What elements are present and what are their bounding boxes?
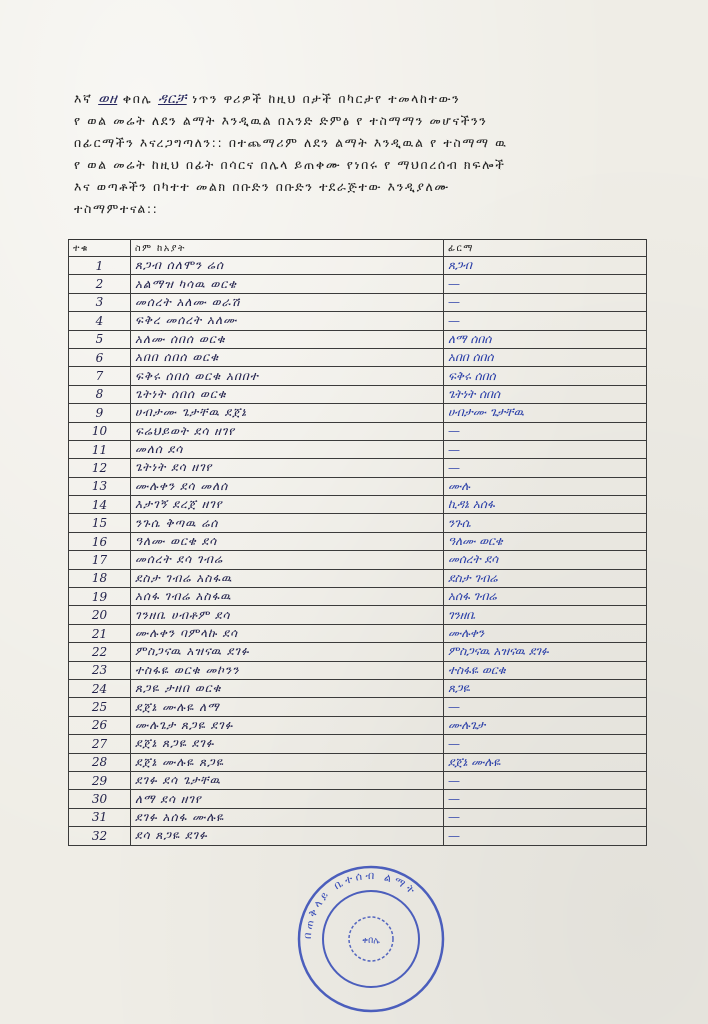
row-name: ገንዘቤ ሀብቶም ደሳ [131, 606, 444, 624]
table-row [69, 293, 647, 311]
row-name: ዓለሙ ወርቄ ደሳ [131, 532, 444, 550]
row-signature: ጌትነት ሰበሰ [444, 385, 647, 403]
row-number: 28 [69, 753, 131, 771]
row-name: ደጀኔ ሙሉዬ ለማ [131, 698, 444, 716]
row-signature: ደስታ ገብሬ [444, 569, 647, 587]
row-signature: ገንዘቤ [444, 606, 647, 624]
table-row [69, 477, 647, 495]
row-number: 10 [69, 422, 131, 440]
stamp-inner-text: ቀበሌ [362, 936, 380, 946]
table-row [69, 551, 647, 569]
table-row [69, 698, 647, 716]
row-signature: ምስጋናዉ አዝናዉ ደገፉ [444, 643, 647, 661]
row-name: ጌትነት ሰበሰ ወርቁ [131, 385, 444, 403]
intro-line-4: የ ወል መሬት ከዚህ በፊት በሳርና በሌላ ይጠቀሙ የነበሩ የ ማህበረሰብ ክፍሎች [74, 157, 506, 172]
row-name: ተስፋዬ ወርቁ መኮንን [131, 661, 444, 679]
row-number: 14 [69, 496, 131, 514]
row-signature: ተስፋዬ ወርቁ [444, 661, 647, 679]
row-number: 9 [69, 404, 131, 422]
row-number: 22 [69, 643, 131, 661]
row-signature: ዓለሙ ወርቄ [444, 532, 647, 550]
row-signature: አበበ ሰበሰ [444, 348, 647, 366]
row-number: 5 [69, 330, 131, 348]
row-number: 20 [69, 606, 131, 624]
row-number: 12 [69, 459, 131, 477]
row-signature: ሙሉቀን [444, 624, 647, 642]
table-row [69, 496, 647, 514]
row-name: ፍቅረ መሰረት አለሙ [131, 312, 444, 330]
stamp-outer-text: በጠቅላይ ቤተሰብ ልማት [300, 868, 420, 940]
row-number: 13 [69, 477, 131, 495]
table-row [69, 569, 647, 587]
row-name: አልማዝ ካሳዉ ወርቄ [131, 275, 444, 293]
row-number: 24 [69, 679, 131, 697]
row-number: 21 [69, 624, 131, 642]
row-signature: ኪዳኔ አሰፋ [444, 496, 647, 514]
row-name: ጸጋብ ሰለሞን ሬሰ [131, 257, 444, 275]
row-number: 30 [69, 790, 131, 808]
row-number: 19 [69, 588, 131, 606]
row-number: 15 [69, 514, 131, 532]
intro-mid: ቀበሌ [122, 91, 153, 106]
row-number: 25 [69, 698, 131, 716]
row-name: ሀብታሙ ጌታቸዉ ደጀኔ [131, 404, 444, 422]
row-name: ሙሉቀን ደሳ መለሰ [131, 477, 444, 495]
row-name: መሰረት አለሙ ወራሽ [131, 293, 444, 311]
row-signature: — [444, 790, 647, 808]
header-signature: ፊርማ [444, 240, 647, 257]
row-signature: — [444, 275, 647, 293]
row-name: ጸጋዬ ታዘበ ወርቁ [131, 679, 444, 697]
row-number: 4 [69, 312, 131, 330]
table-row [69, 257, 647, 275]
row-signature: — [444, 771, 647, 789]
row-signature: — [444, 827, 647, 845]
row-name: ፍሬህይወት ደሳ ዘገየ [131, 422, 444, 440]
row-signature: ጸጋብ [444, 257, 647, 275]
row-name: ደስታ ገብሬ አስፋዉ [131, 569, 444, 587]
row-signature: — [444, 698, 647, 716]
row-number: 1 [69, 257, 131, 275]
row-signature: — [444, 808, 647, 826]
row-number: 17 [69, 551, 131, 569]
table-row [69, 422, 647, 440]
table-row [69, 404, 647, 422]
intro-prefix: እኛ [74, 91, 93, 106]
table-row [69, 643, 647, 661]
row-name: ምስጋናዉ አዝናዉ ደገፉ [131, 643, 444, 661]
intro-line-1 [74, 88, 634, 110]
row-signature: — [444, 422, 647, 440]
row-signature: ሀብታሙ ጌታቸዉ [444, 404, 647, 422]
header-name: ስም ከአያት [131, 240, 444, 257]
table-row [69, 275, 647, 293]
row-name: ደሳ ጸጋዬ ደገፉ [131, 827, 444, 845]
row-signature: ደጀኔ ሙሉዬ [444, 753, 647, 771]
intro-line-6: ተስማምተናል:: [74, 201, 159, 216]
intro-paragraph [74, 88, 634, 220]
table-row [69, 808, 647, 826]
row-number: 11 [69, 440, 131, 458]
row-number: 31 [69, 808, 131, 826]
table-row [69, 661, 647, 679]
row-name: እታገኝ ደረጀ ዘገየ [131, 496, 444, 514]
row-name: ጌትነት ደሳ ዘገየ [131, 459, 444, 477]
intro-rest: ነጥን ዋሪዎች ከዚህ በታች በካርታየ ተመላከተውን [192, 91, 461, 106]
row-number: 2 [69, 275, 131, 293]
row-number: 6 [69, 348, 131, 366]
intro-line-5: እና ወጣቶችን በካተተ መልክ በቡድን በቡድን ተደራጅተው እንዲያለሙ [74, 179, 450, 194]
row-name: መሰረት ደሳ ገብሬ [131, 551, 444, 569]
intro-line-2: የ ወል መሬት ለደን ልማት እንዲዉል በአንድ ድምፅ የ ተስማማን መሆናችንን [74, 113, 488, 128]
row-number: 27 [69, 735, 131, 753]
table-row [69, 827, 647, 845]
row-signature: ጸጋዬ [444, 679, 647, 697]
row-signature: — [444, 459, 647, 477]
row-number: 18 [69, 569, 131, 587]
handwritten-fill-1: ወዘ [98, 91, 118, 107]
table-row [69, 348, 647, 366]
row-name: ሙሉጌታ ጸጋዬ ደገፉ [131, 716, 444, 734]
row-number: 8 [69, 385, 131, 403]
table-row [69, 753, 647, 771]
table-row [69, 606, 647, 624]
table-row [69, 588, 647, 606]
row-name: አበበ ሰበሰ ወርቁ [131, 348, 444, 366]
attendance-table [68, 239, 647, 846]
table-row [69, 679, 647, 697]
row-name: ደጀኔ ሙሉዬ ጸጋዬ [131, 753, 444, 771]
row-signature: — [444, 312, 647, 330]
row-signature: ለማ ሰበሰ [444, 330, 647, 348]
table-row [69, 514, 647, 532]
table-row [69, 790, 647, 808]
row-name: አለሙ ሰበሰ ወርቁ [131, 330, 444, 348]
row-signature: — [444, 293, 647, 311]
table-header-row [69, 240, 647, 257]
row-name: ለማ ደሳ ዘገየ [131, 790, 444, 808]
table-row [69, 385, 647, 403]
official-stamp [296, 864, 446, 1014]
row-number: 16 [69, 532, 131, 550]
row-number: 32 [69, 827, 131, 845]
table-row [69, 459, 647, 477]
row-signature: — [444, 440, 647, 458]
intro-line-3: በፊርማችን እናረጋግጣለን:: በተጨማሪም ለደን ልማት እንዲዉል የ ተስማማ ዉ [74, 135, 508, 150]
row-number: 26 [69, 716, 131, 734]
row-number: 23 [69, 661, 131, 679]
row-name: አሰፋ ገብሬ አስፋዉ [131, 588, 444, 606]
handwritten-fill-2: ዳርቻ [158, 91, 187, 107]
row-name: ደጀኔ ጸጋዬ ደገፉ [131, 735, 444, 753]
row-name: ደገፉ ደሳ ጌታቸዉ [131, 771, 444, 789]
row-signature: አሰፋ ገብሬ [444, 588, 647, 606]
row-number: 7 [69, 367, 131, 385]
row-signature: መሰረት ደሳ [444, 551, 647, 569]
row-signature: ፍቅሩ ሰበሰ [444, 367, 647, 385]
row-name: ደገፉ አሰፋ ሙሉዬ [131, 808, 444, 826]
row-name: ሙሉቀን ባምላኩ ደሳ [131, 624, 444, 642]
table-row [69, 624, 647, 642]
row-name: ንጉሴ ቅጣዉ ሬሰ [131, 514, 444, 532]
row-name: መለሰ ደሳ [131, 440, 444, 458]
row-number: 29 [69, 771, 131, 789]
row-signature: — [444, 735, 647, 753]
row-signature: ሙሉ [444, 477, 647, 495]
row-signature: ንጉሴ [444, 514, 647, 532]
svg-text:በጠቅላይ ቤተሰብ ልማት [301, 869, 420, 939]
table-row [69, 312, 647, 330]
row-name: ፍቅሩ ሰበሰ ወርቁ አበበተ [131, 367, 444, 385]
table-row [69, 440, 647, 458]
table-row [69, 330, 647, 348]
table-row [69, 367, 647, 385]
table-row [69, 716, 647, 734]
table-row [69, 532, 647, 550]
table-row [69, 771, 647, 789]
table-row [69, 735, 647, 753]
header-number: ተቁ [69, 240, 131, 257]
row-number: 3 [69, 293, 131, 311]
row-signature: ሙሉጌታ [444, 716, 647, 734]
